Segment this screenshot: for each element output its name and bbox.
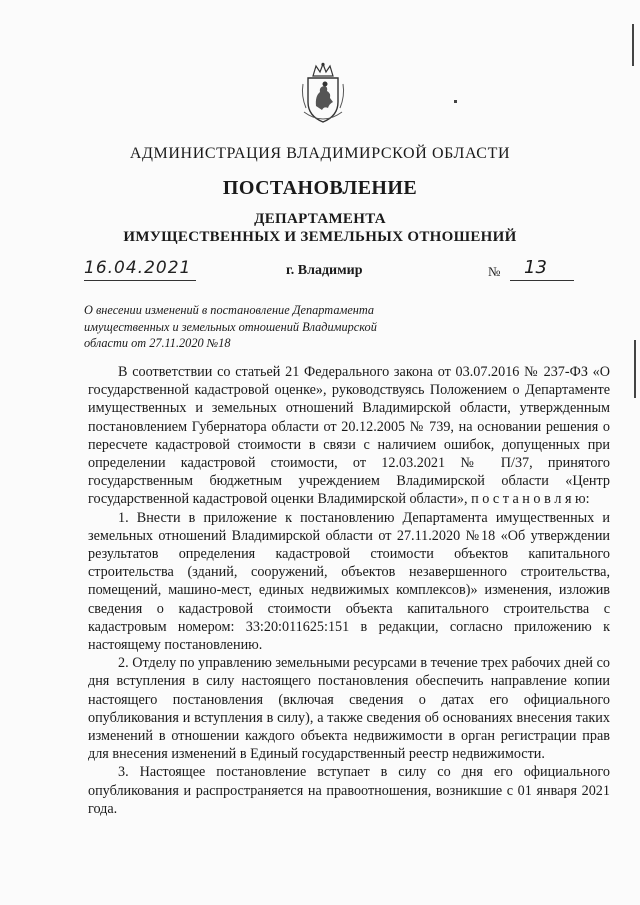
scan-edge-mark (634, 340, 636, 398)
document-subject: О внесении изменений в постановление Департамента имущественных и земельных отношений Владимирской области от 27.11.2020 №18 (84, 303, 377, 350)
department-name-line2: ИМУЩЕСТВЕННЫХ И ЗЕМЕЛЬНЫХ ОТНОШЕНИЙ (123, 229, 517, 245)
city: г. Владимир (286, 263, 363, 278)
scan-speck (454, 100, 457, 103)
scan-edge-mark (632, 24, 634, 66)
department-name-line1: ДЕПАРТАМЕНТА (254, 211, 386, 227)
paragraph-item-2: 2. Отделу по управлению земельными ресурсами в течение трех рабочих дней со дня вступления в силу настоящего постановления обеспечить направление копии настоящего постановления (включая сведения о датах его официального опубликования и вступления в силу), а также сведения об основаниях внесения таких изменений в отношении каждого объекта недвижимости в орган регистрации прав для внесения изменений в Единый государственный реестр недвижимости. (88, 655, 610, 763)
paragraph-item-1: 1. Внести в приложение к постановлению Департамента имущественных и земельных отношений Владимирской области от 27.11.2020 №18 «Об утверждении результатов определения кадастровой стоимости объектов капитального строительства (зданий, сооружений, объектов незавершенного строительства, помещений, машино-мест, единых недвижимых комплексов)» изменения, изложив сведения о кадастровой стоимости объекта капитального строительства с кадастровым номером: 33:20:011625:151 в редакции, согласно приложению к настоящему постановлению. (88, 509, 610, 654)
number-field (510, 256, 574, 281)
document-type: ПОСТАНОВЛЕНИЕ (222, 177, 418, 199)
paragraph-preamble: В соответствии со статьей 21 Федерального закона от 03.07.2016 № 237-ФЗ «О государственной кадастровой оценке», руководствуясь Положением о Департаменте имущественных и земельных отношений Владимирской области, утвержденным постановлением Губернатора области от 20.12.2005 № 739, на основании решения о пересчете кадастровой стоимости в связи с наличием ошибок, допущенных при определении кадастровой стоимости, от 12.03.2021 № П/37, принятого государственным бюджетным учреждением Владимирской области «Центр государственной кадастровой оценки Владимирской области», п о с т а н о в л я ю: (88, 364, 610, 508)
handwritten-number: 13 (524, 257, 547, 278)
paragraph-item-3: 3. Настоящее постановление вступает в силу со дня его официального опубликования и распространяется на правоотношения, возникшие с 01 января 2021 года. (88, 764, 610, 817)
administration-title: АДМИНИСТРАЦИЯ ВЛАДИМИРСКОЙ ОБЛАСТИ (129, 145, 511, 162)
date-field (84, 256, 196, 281)
coat-of-arms-icon (300, 62, 346, 126)
number-label: № (488, 264, 501, 279)
document-body (88, 363, 610, 818)
handwritten-date: 16.04.2021 (84, 258, 192, 278)
